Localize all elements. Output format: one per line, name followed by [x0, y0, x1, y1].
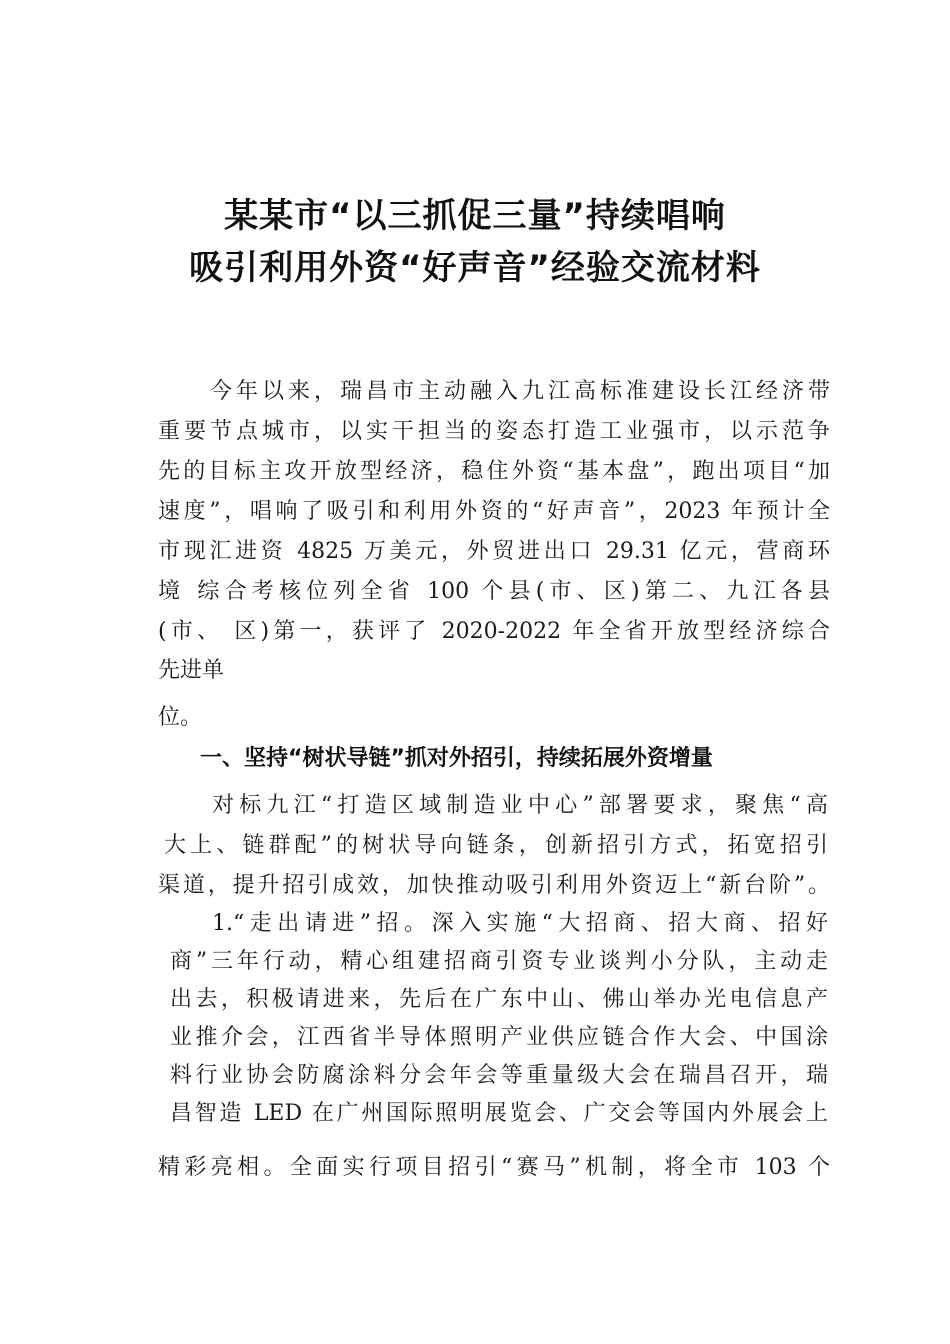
item1-line-7: 精彩亮相。全面实行项目招引“赛马”机制，将全市 103 个	[158, 1155, 830, 1180]
item1-line-4: 业推介会，江西省半导体照明产业供应链合作大会、中国涂	[170, 1025, 828, 1050]
item1-line-1: 1.“走出请进”招。深入实施“大招商、招大商、招好	[212, 911, 828, 936]
intro-line-4: 速度”，唱响了吸引和利用外资的“好声音”，2023 年预计全	[158, 499, 830, 524]
document-title-line-1: 某某市“以三抓促三量”持续唱响	[224, 196, 726, 236]
intro-line-9: 位。	[158, 705, 203, 730]
item1-line-3: 出去，积极请进来，先后在广东中山、佛山举办光电信息产	[170, 987, 828, 1012]
section-line-3: 渠道，提升招引成效，加快推动吸引利用外资迈上“新台阶”。	[158, 873, 830, 898]
intro-line-5: 市现汇进资 4825 万美元，外贸进出口 29.31 亿元，营商环	[158, 539, 830, 564]
document-title-line-2: 吸引利用外资“好声音”经验交流材料	[189, 248, 761, 288]
intro-line-2: 重要节点城市，以实干担当的姿态打造工业强市，以示范争	[158, 419, 830, 444]
section-line-2: 大上、链群配”的树状导向链条，创新招引方式，拓宽招引	[164, 833, 828, 858]
item1-line-5: 料行业协会防腐涂料分会年会等重量级大会在瑞昌召开，瑞	[170, 1063, 828, 1088]
intro-line-7: (市、 区)第一，获评了 2020-2022 年全省开放型经济综合	[158, 619, 830, 644]
intro-line-1: 今年以来，瑞昌市主动融入九江高标准建设长江经济带	[210, 379, 830, 404]
intro-line-6: 境 综合考核位列全省 100 个县(市、区)第二、九江各县	[158, 579, 830, 604]
intro-line-3: 先的目标主攻开放型经济，稳住外资“基本盘”，跑出项目“加	[158, 459, 830, 484]
section-heading: 一、坚持“树状导链”抓对外招引，持续拓展外资增量	[200, 746, 713, 771]
intro-line-8: 先进单	[158, 658, 225, 683]
item1-line-6: 昌智造 LED 在广州国际照明展览会、广交会等国内外展会上	[170, 1101, 828, 1126]
section-line-1: 对标九江“打造区域制造业中心”部署要求，聚焦“高	[212, 793, 828, 818]
item1-line-2: 商”三年行动，精心组建招商引资专业谈判小分队，主动走	[170, 949, 828, 974]
